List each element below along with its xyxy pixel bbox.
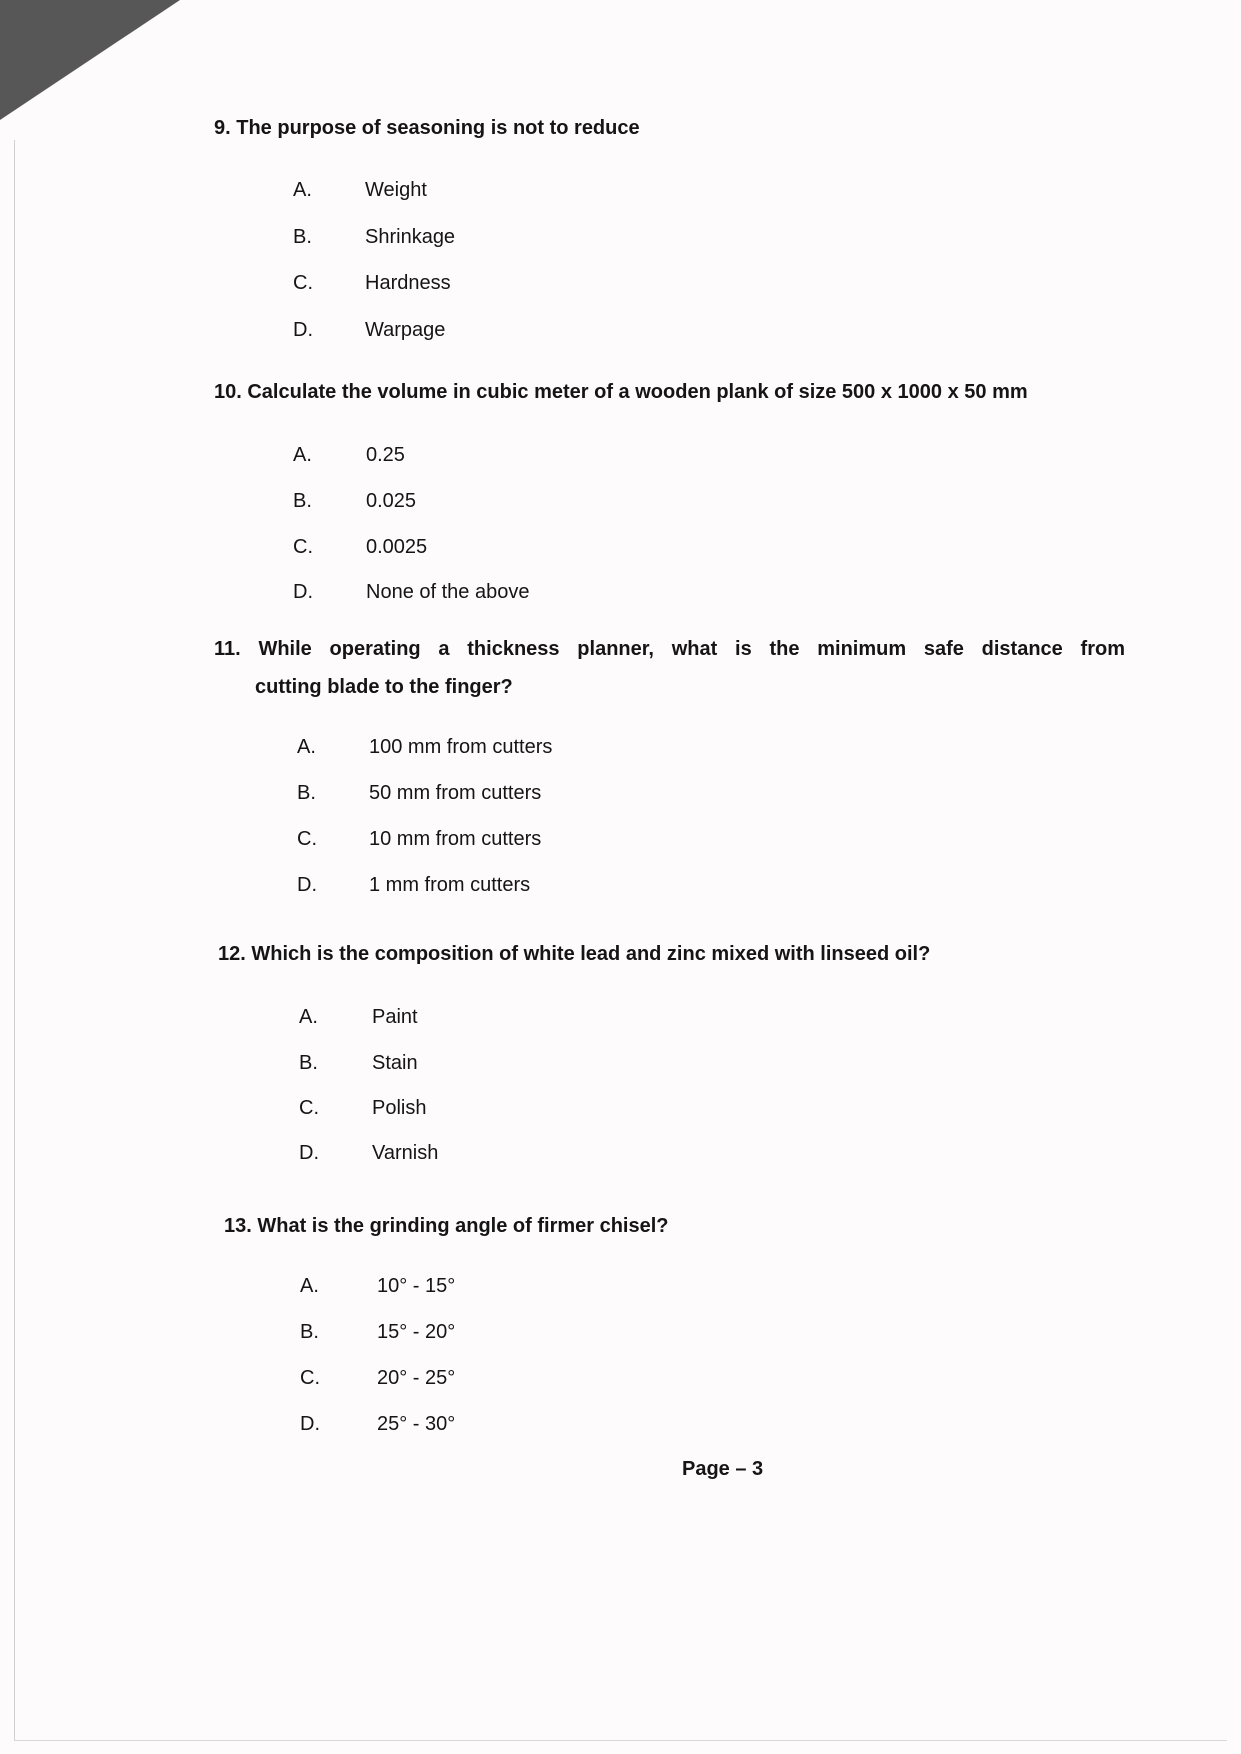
option-text: Weight: [365, 179, 427, 201]
option-letter: D.: [293, 581, 313, 603]
option-letter: A.: [297, 736, 316, 758]
option-letter: C.: [293, 536, 313, 558]
option-text: Polish: [372, 1097, 427, 1119]
question-11-line2: cutting blade to the finger?: [255, 676, 513, 698]
option-text: Warpage: [365, 319, 446, 341]
page-number: Page – 3: [682, 1458, 764, 1480]
option-text: 1 mm from cutters: [369, 874, 531, 896]
option-text: Varnish: [372, 1142, 439, 1164]
question-10: 10. Calculate the volume in cubic meter of a wooden plank of size 500 x 1000 x 50 mm: [214, 381, 1028, 403]
option-letter: B.: [300, 1321, 319, 1343]
option-letter: B.: [297, 782, 316, 804]
option-text: 0.025: [366, 490, 417, 512]
option-text: 20° - 25°: [377, 1367, 456, 1389]
question-11-line1: 11. While operating a thickness planner, what is the minimum safe distance from: [214, 638, 1125, 660]
scan-edge-bottom: [14, 1740, 1227, 1741]
question-12: 12. Which is the composition of white lead and zinc mixed with linseed oil?: [218, 943, 931, 965]
option-letter: D.: [299, 1142, 319, 1164]
option-text: Paint: [372, 1006, 418, 1028]
option-letter: B.: [299, 1052, 318, 1074]
option-text: 50 mm from cutters: [369, 782, 542, 804]
option-text: 25° - 30°: [377, 1413, 456, 1435]
option-letter: A.: [293, 444, 312, 466]
option-letter: D.: [300, 1413, 320, 1435]
question-9: 9. The purpose of seasoning is not to reduce: [214, 117, 640, 139]
option-letter: A.: [299, 1006, 318, 1028]
option-text: 0.25: [366, 444, 405, 466]
option-text: 0.0025: [366, 536, 428, 558]
option-text: 100 mm from cutters: [369, 736, 553, 758]
option-text: 10° - 15°: [377, 1275, 456, 1297]
option-text: Shrinkage: [365, 226, 456, 248]
option-letter: A.: [300, 1275, 319, 1297]
option-text: None of the above: [366, 581, 530, 603]
option-letter: B.: [293, 490, 312, 512]
option-letter: D.: [293, 319, 313, 341]
option-letter: C.: [300, 1367, 320, 1389]
option-letter: B.: [293, 226, 312, 248]
option-text: Stain: [372, 1052, 418, 1074]
option-letter: A.: [293, 179, 312, 201]
option-letter: C.: [293, 272, 313, 294]
option-letter: D.: [297, 874, 317, 896]
option-letter: C.: [299, 1097, 319, 1119]
question-13: 13. What is the grinding angle of firmer chisel?: [224, 1215, 669, 1237]
scan-corner-fold: [0, 0, 180, 120]
option-text: 15° - 20°: [377, 1321, 456, 1343]
option-letter: C.: [297, 828, 317, 850]
option-text: 10 mm from cutters: [369, 828, 542, 850]
option-text: Hardness: [365, 272, 451, 294]
scan-edge: [14, 140, 15, 1740]
